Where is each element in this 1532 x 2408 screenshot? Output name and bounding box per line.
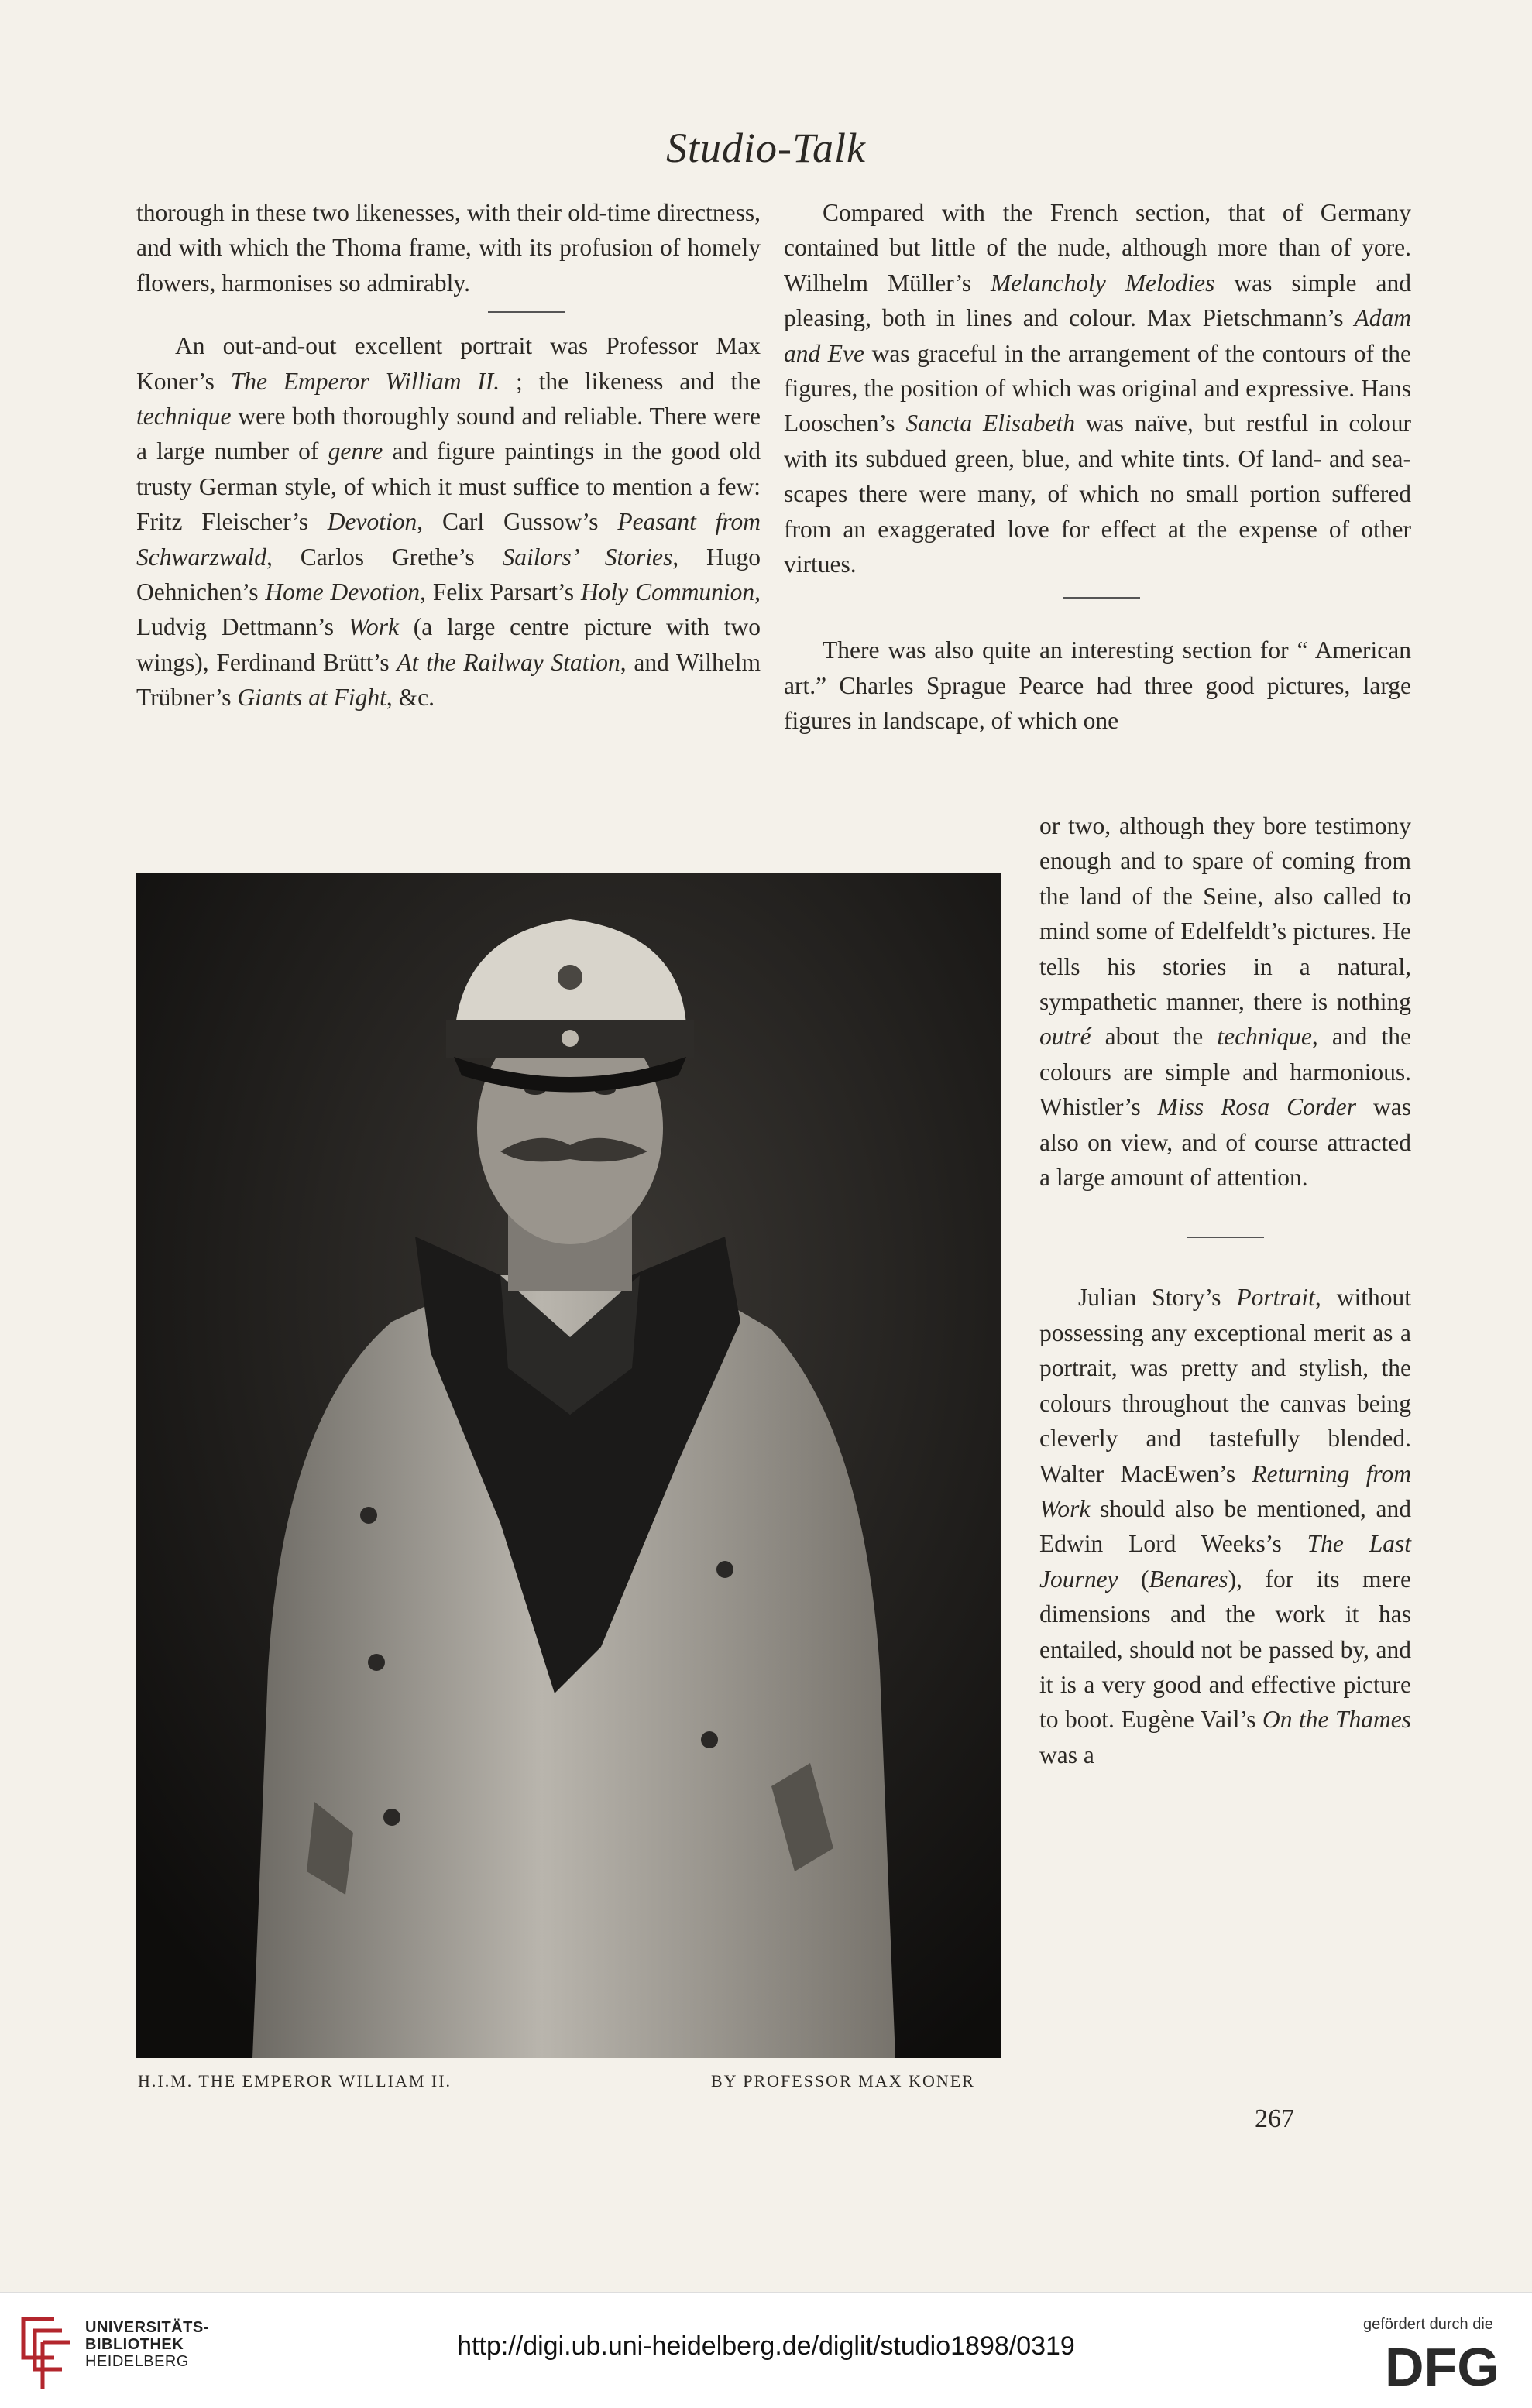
text-run: , Carlos Grethe’s	[266, 543, 503, 571]
text-run: , Carl Gussow’s	[417, 508, 618, 536]
text-run: was a	[1039, 1741, 1094, 1768]
italic-title: technique	[1217, 1023, 1312, 1051]
italic-title: Work	[348, 613, 400, 641]
text-run: (a large centre picture with two wings), Ferdinand Brütt’s	[136, 613, 761, 676]
text-run: were both thoroughly sound and reliable. There were a large number of	[136, 403, 761, 465]
portrait-illustration	[136, 873, 1001, 2058]
section-divider	[488, 311, 565, 313]
text-run: ), for its mere dimensions and the work it has entailed, should not be passed by, and it is a very good and effective picture to boot. Eugène Vail’s	[1039, 1565, 1412, 1734]
paragraph	[784, 633, 1411, 738]
paragraph	[1039, 808, 1411, 1195]
italic-title: Benares	[1149, 1565, 1228, 1593]
italic-title: Sailors’ Stories	[502, 543, 673, 571]
italic-title: technique	[136, 403, 232, 430]
italic-title: Holy Communion	[580, 578, 755, 606]
text-run: , &c.	[386, 684, 435, 712]
text-run: , Hugo Oehnichen’s	[136, 543, 761, 606]
italic-title: Devotion	[327, 508, 417, 536]
paragraph	[1039, 1280, 1411, 1772]
text-run: , and Wilhelm Trübner’s	[136, 648, 761, 712]
paragraph	[136, 195, 761, 300]
italic-title: outré	[1039, 1023, 1091, 1051]
right-column	[784, 195, 1411, 739]
text-run: , Ludvig Dettmann’s	[136, 578, 761, 641]
section-divider	[1063, 597, 1140, 599]
paragraph	[784, 195, 1411, 581]
funded-by-label: gefördert durch die	[1363, 2316, 1493, 2333]
dfg-logo-text: DFG	[1385, 2339, 1499, 2393]
text-run: was graceful in the arrangement of the contours of the figures, the position of which was original and expressive. Hans Looschen’s	[784, 339, 1411, 437]
italic-title: At the Railway Station	[397, 648, 620, 676]
paragraph	[136, 328, 761, 715]
library-name-line: UNIVERSITÄTS-	[85, 2319, 209, 2336]
text-run: Julian Story’s	[1078, 1284, 1237, 1312]
section-divider	[1187, 1237, 1264, 1238]
text-run: There was also quite an interesting section for “ American art.” Charles Sprague Pearce had three good pictures, large figures in landscape, of which one	[784, 636, 1411, 735]
text-run: and figure paintings in the good old trusty German style, of which it must suffice to mention a few: Fritz Fleischer’s	[136, 437, 761, 536]
text-run: , and the colours are simple and harmonious. Whistler’s	[1039, 1023, 1412, 1121]
italic-title: The Last Journey	[1039, 1530, 1411, 1593]
italic-title: Home Devotion	[265, 578, 421, 606]
italic-title: The Emperor William II.	[230, 367, 500, 395]
library-name-line: BIBLIOTHEK	[85, 2336, 184, 2353]
library-name-line: HEIDELBERG	[85, 2353, 189, 2370]
dfg-logo-icon	[1385, 2339, 1517, 2393]
permalink[interactable]: http://digi.ub.uni-heidelberg.de/diglit/studio1898/0319	[457, 2331, 1075, 2361]
text-run: Compared with the French section, that of Germany contained but little of the nude, although more than of yore. Wilhelm Müller’s	[784, 199, 1411, 297]
text-run: about the	[1091, 1023, 1218, 1051]
italic-title: Sancta Elisabeth	[905, 410, 1075, 437]
text-run: was naïve, but restful in colour with its subdued green, blue, and white tints. Of land- and sea-scapes there were many, of which no small portion suffered from an exaggerated love for effect at the expense of other virtues.	[784, 410, 1411, 578]
page-number: 267	[1255, 2104, 1294, 2133]
italic-title: On the Thames	[1262, 1706, 1411, 1734]
portrait-photograph	[136, 873, 1001, 2058]
left-column	[136, 195, 761, 715]
italic-title: genre	[328, 437, 383, 465]
italic-title: Peasant from Schwarzwald	[136, 508, 761, 571]
text-run: or two, although they bore testimony enough and to spare of coming from the land of the Seine, also called to mind some of Edelfeldt’s pictures. He tells his stories in a natural, sympathetic manner, there is nothing	[1039, 812, 1411, 1016]
italic-title: Miss Rosa Corder	[1157, 1093, 1356, 1121]
text-run: , Felix Parsart’s	[420, 578, 581, 606]
narrow-column	[1039, 808, 1411, 1772]
text-run: was simple and pleasing, both in lines and colour. Max Pietschmann’s	[784, 269, 1411, 332]
text-run: thorough in these two likenesses, with their old-time directness, and with which the Thoma frame, with its profusion of homely flowers, harmonises so admirably.	[136, 199, 761, 297]
italic-title: Returning from Work	[1039, 1460, 1411, 1522]
text-run: should also be mentioned, and Edwin Lord Weeks’s	[1039, 1494, 1411, 1558]
figure-caption-title: H.I.M. THE EMPEROR WILLIAM II.	[138, 2071, 452, 2091]
italic-title: Giants at Fight	[237, 684, 386, 712]
footer-bar	[0, 2292, 1532, 2408]
text-run: was also on view, and of course attracted a large amount of attention.	[1039, 1093, 1411, 1192]
text-run: , without possessing any exceptional merit as a portrait, was pretty and stylish, the colours throughout the canvas being cleverly and tastefully blended. Walter MacEwen’s	[1039, 1284, 1411, 1487]
text-run: ; the likeness and the	[500, 367, 761, 395]
text-run: (	[1118, 1565, 1149, 1593]
text-run: An out-and-out excellent portrait was Professor Max Koner’s	[136, 332, 761, 395]
running-head: Studio-Talk	[665, 125, 867, 171]
italic-title: Portrait	[1236, 1284, 1315, 1312]
italic-title: Melancholy Melodies	[991, 269, 1215, 297]
italic-title: Adam and Eve	[784, 304, 1411, 367]
figure-caption-credit: BY PROFESSOR MAX KONER	[711, 2071, 975, 2091]
